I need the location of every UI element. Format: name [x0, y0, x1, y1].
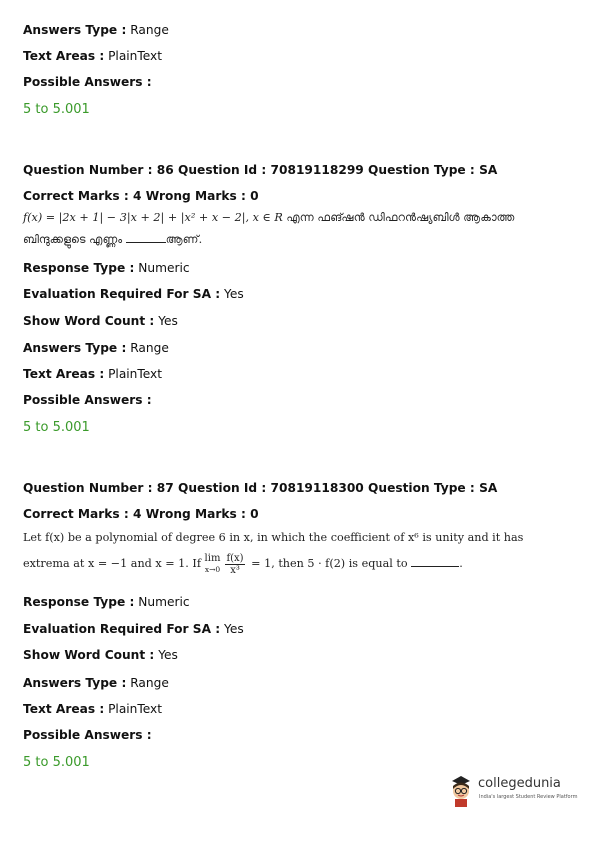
response-type-label: Response Type :: [23, 261, 135, 275]
q87-text-areas-row: [23, 701, 162, 717]
question-id-label: Question Id :: [178, 163, 267, 177]
q86-malayalam-text-3: ആണ്.: [165, 233, 203, 246]
q86-number: 86: [156, 163, 174, 177]
q87-answers-type: Range: [130, 676, 169, 690]
logo-wordmark: collegedunia: [478, 776, 561, 791]
text-areas-value: PlainText: [108, 49, 163, 63]
q87-question-text-1: Let f(x) be a polynomial of degree 6 in x, in which the coefficient of x⁶ is unity and it has: [23, 531, 524, 544]
q86-text-areas: PlainText: [108, 367, 163, 381]
possible-answers-label: Possible Answers :: [23, 75, 152, 89]
q86-response-type: Numeric: [138, 261, 190, 275]
evaluation-label: Evaluation Required For SA :: [23, 287, 221, 301]
possible-answers-row: [23, 74, 152, 90]
q87-id: 70819118300: [270, 481, 364, 495]
word-count-label: Show Word Count :: [23, 314, 155, 328]
q86-word-count: Yes: [158, 314, 178, 328]
correct-marks-label: Correct Marks :: [23, 507, 129, 521]
q87-header: [23, 480, 497, 496]
correct-marks-label: Correct Marks :: [23, 189, 129, 203]
q87-question-text-2: extrema at x = −1 and x = 1. If: [23, 557, 201, 570]
q87-word-count: Yes: [158, 648, 178, 662]
question-number-label: Question Number :: [23, 481, 153, 495]
question-type-label: Question Type :: [368, 481, 475, 495]
limit-subscript: x→0: [204, 565, 221, 574]
q87-correct-marks: 4: [133, 507, 142, 521]
q87-question-text-3: = 1, then 5 · f(2) is equal to: [251, 557, 408, 570]
text-areas-label: Text Areas :: [23, 49, 105, 63]
q86-math-expression: f(x) = |2x + 1| − 3|x + 2| + |x² + x − 2|, x ∈ R: [23, 211, 283, 224]
q86-wrong-marks: 0: [250, 189, 259, 203]
wrong-marks-label: Wrong Marks :: [145, 189, 246, 203]
q87-question-line2: extrema at x = −1 and x = 1. If lim x→0 $\frac{f(x)}{\text{x³}}$ = 1, then 5 · f(2) is equal to .: [23, 552, 463, 576]
question-id-label: Question Id :: [178, 481, 267, 495]
q86-answers-type-row: [23, 340, 169, 356]
q86-evaluation: Yes: [224, 287, 244, 301]
q86-question-line2: [23, 232, 202, 248]
possible-answer-value: 5 to 5.001: [23, 102, 90, 117]
q87-possible-answer-value: 5 to 5.001: [23, 755, 90, 770]
q86-type: SA: [479, 163, 498, 177]
q87-number: 87: [156, 481, 174, 495]
evaluation-label: Evaluation Required For SA :: [23, 622, 221, 636]
wrong-marks-label: Wrong Marks :: [145, 507, 246, 521]
fraction-numerator: f(x): [226, 552, 244, 564]
q86-malayalam-text: എന്ന ഫങ്ഷൻ ഡിഫറൻഷ്യബിൾ ആകാത്ത: [286, 211, 515, 224]
q87-response-type: Numeric: [138, 595, 190, 609]
q87-possible-answers-row: [23, 727, 152, 743]
q86-possible-answers-row: [23, 392, 152, 408]
question-number-label: Question Number :: [23, 163, 153, 177]
answers-type-value: Range: [130, 23, 169, 37]
q87-response-type-row: [23, 594, 190, 610]
q86-answers-type: Range: [130, 341, 169, 355]
q86-possible-answer-value: 5 to 5.001: [23, 420, 90, 435]
question-type-label: Question Type :: [368, 163, 475, 177]
q87-question-line1: [23, 530, 523, 546]
answers-type-row: [23, 22, 169, 38]
answers-type-label: Answers Type :: [23, 676, 127, 690]
possible-answers-label: Possible Answers :: [23, 728, 152, 742]
q86-text-areas-row: [23, 366, 162, 382]
response-type-label: Response Type :: [23, 595, 135, 609]
q87-wrong-marks: 0: [250, 507, 259, 521]
text-areas-label: Text Areas :: [23, 702, 105, 716]
fraction: [225, 553, 244, 576]
q87-type: SA: [479, 481, 498, 495]
q87-text-areas: PlainText: [108, 702, 163, 716]
text-areas-row: [23, 48, 162, 64]
q86-question-line1: [23, 210, 515, 226]
q86-word-count-row: [23, 313, 178, 329]
q87-marks: [23, 506, 259, 522]
student-mascot-icon: [448, 773, 474, 807]
q87-answers-type-row: [23, 675, 169, 691]
logo-tagline: India's largest Student Review Platform: [479, 794, 578, 800]
limit-word: lim: [204, 553, 221, 564]
answer-blank: [411, 556, 459, 567]
fraction-denominator: x³: [230, 564, 240, 576]
q86-response-type-row: [23, 260, 190, 276]
answer-blank: [126, 232, 166, 243]
text-areas-label: Text Areas :: [23, 367, 105, 381]
q87-evaluation: Yes: [224, 622, 244, 636]
q87-word-count-row: [23, 647, 178, 663]
limit-expression: [205, 553, 221, 575]
q86-header: [23, 162, 497, 178]
q86-id: 70819118299: [270, 163, 364, 177]
possible-answers-label: Possible Answers :: [23, 393, 152, 407]
q86-marks: [23, 188, 259, 204]
q86-malayalam-text-2: ബിന്ദുക്കളുടെ എണ്ണം: [23, 233, 123, 246]
q87-evaluation-row: [23, 621, 244, 637]
word-count-label: Show Word Count :: [23, 648, 155, 662]
q86-evaluation-row: [23, 286, 244, 302]
answers-type-label: Answers Type :: [23, 341, 127, 355]
answers-type-label: Answers Type :: [23, 23, 127, 37]
collegedunia-logo: [448, 773, 578, 809]
q86-correct-marks: 4: [133, 189, 142, 203]
